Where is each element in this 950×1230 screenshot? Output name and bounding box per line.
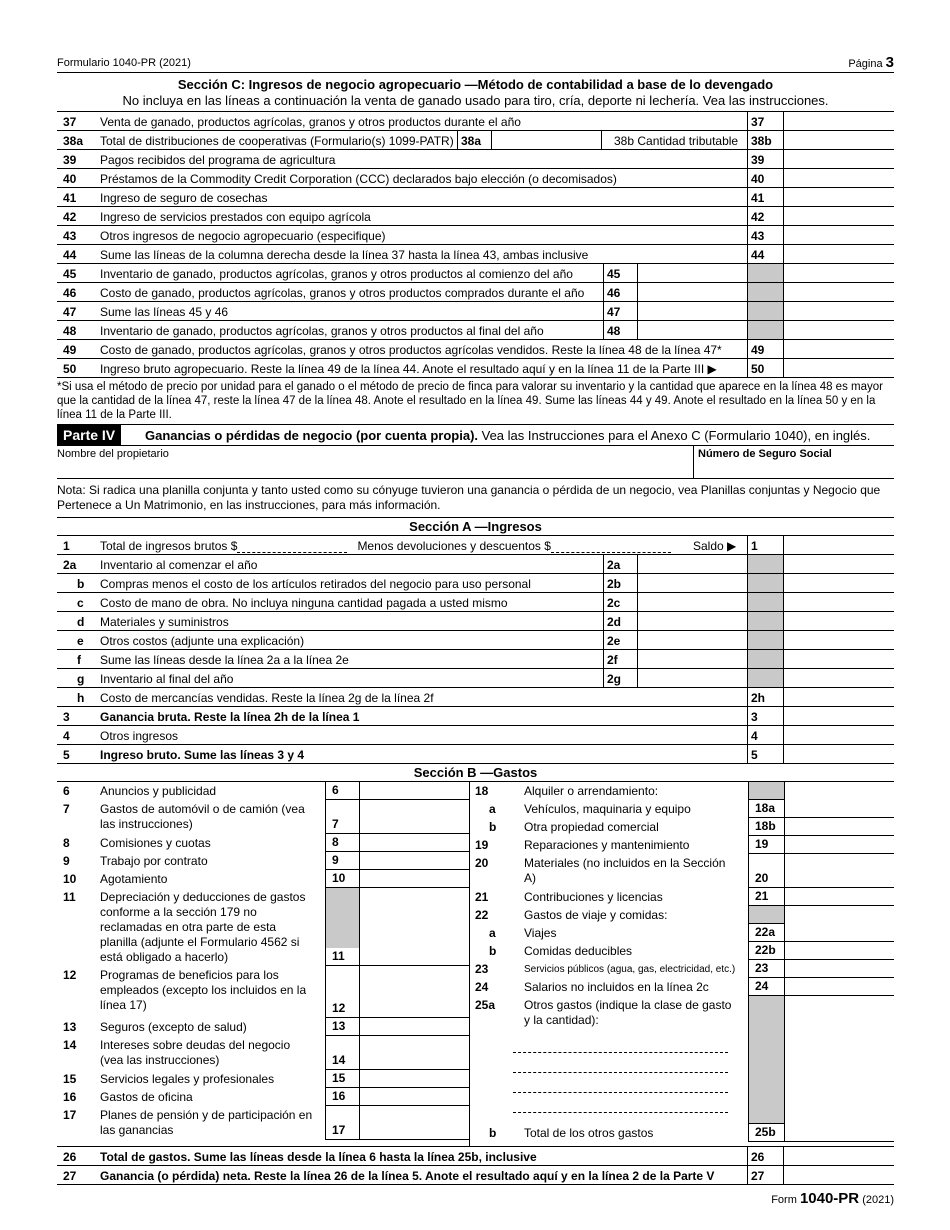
form-footer-id: Form 1040-PR (2021)	[771, 1190, 894, 1207]
line-2b-amount[interactable]	[637, 574, 747, 592]
line-4-amount[interactable]	[783, 726, 894, 744]
line-18a-amount[interactable]	[784, 800, 894, 818]
line-44-amount[interactable]	[783, 245, 894, 263]
line-16: 16 Gastos de oficina 16	[57, 1088, 469, 1106]
owner-row[interactable]	[57, 446, 894, 479]
line-47: 47 Sume las líneas 45 y 46 47	[57, 302, 894, 321]
line-2c: c Costo de mano de obra. No incluya ninguna cantidad pagada a usted mismo 2c	[57, 593, 894, 612]
line-8-amount[interactable]	[359, 834, 469, 852]
expenses-right-column	[469, 782, 894, 1146]
line-2g: g Inventario al final del año 2g	[57, 669, 894, 688]
page-header	[57, 50, 894, 73]
line-b-22b: b Comidas deducibles 22b	[469, 942, 894, 960]
line-39-amount[interactable]	[783, 150, 894, 168]
line-38a-box: 38a	[457, 131, 492, 149]
line-42-amount[interactable]	[783, 207, 894, 225]
section-c-footnote: *Si usa el método de precio por unidad para el ganado o el método de precio de finca para valorar su inventario y la cantidad que aparece en la línea 48 es mayor que la cantidad de la línea 47, reste la línea 47 de la línea 48. Anote el resultado en la línea 49. Sume las líneas 44 y 49. Anote el resultado en la línea 50 y en la línea 11 de la Parte III.	[57, 378, 894, 425]
line-23-amount[interactable]	[784, 960, 894, 978]
line-19-19: 19 Reparaciones y mantenimiento 19	[469, 836, 894, 854]
line-50: 50 Ingreso bruto agropecuario. Reste la línea 49 de la línea 44. Anote el resultado aquí y en la línea 11 de la Parte III ▶ 50	[57, 359, 894, 378]
line-2a-box: 2a	[603, 555, 638, 573]
line-3-amount[interactable]	[783, 707, 894, 725]
line-15: 15 Servicios legales y profesionales 15	[57, 1070, 469, 1088]
line-b-18b: b Otra propiedad comercial 18b	[469, 818, 894, 836]
owner-name-label: Nombre del propietario	[57, 448, 169, 460]
line-14: 14 Intereses sobre deudas del negocio (vea las instrucciones) 14	[57, 1036, 469, 1070]
line-22-amount	[784, 906, 894, 924]
part-iv-tag: Parte IV	[57, 425, 121, 445]
section-c-title: Sección C: Ingresos de negocio agropecuario —Método de contabilidad a base de lo devengado	[177, 77, 774, 92]
ssn-field[interactable]: Número de Seguro Social	[693, 446, 836, 478]
section-c-lines	[57, 112, 894, 378]
returns-field[interactable]	[551, 552, 671, 553]
line-25b-amount[interactable]	[784, 1124, 894, 1142]
line-38a-amount[interactable]	[783, 131, 894, 149]
line-2a-amount[interactable]	[637, 555, 747, 573]
line-48-box: 48	[603, 321, 638, 339]
line-38a-amount[interactable]	[491, 131, 602, 149]
line-14-amount[interactable]	[359, 1036, 469, 1070]
line-2c-amount[interactable]	[637, 593, 747, 611]
line-5-amount[interactable]	[783, 745, 894, 763]
line-44: 44 Sume las líneas de la columna derecha desde la línea 37 hasta la línea 43, ambas inclusive 44	[57, 245, 894, 264]
section-a-lines	[57, 555, 894, 688]
line-27-amount[interactable]	[783, 1166, 894, 1184]
line-39: 39 Pagos recibidos del programa de agricultura 39	[57, 150, 894, 169]
line-7: 7 Gastos de automóvil o de camión (vea las instrucciones) 7	[57, 800, 469, 834]
part-iv-header	[57, 425, 894, 446]
line-45-box: 45	[603, 264, 638, 282]
line-47-amount[interactable]	[783, 302, 894, 320]
line-20-amount[interactable]	[784, 854, 894, 888]
line-27: 27 Ganancia (o pérdida) neta. Reste la línea 26 de la línea 5. Anote el resultado aquí y en la línea 2 de la Parte V 27	[57, 1166, 894, 1185]
line-18b-amount[interactable]	[784, 818, 894, 836]
line-3: 3 Ganancia bruta. Reste la línea 2h de la línea 1 3	[57, 707, 894, 726]
line-4: 4 Otros ingresos 4	[57, 726, 894, 745]
page-number: Página 3	[848, 54, 894, 71]
other-expense-field[interactable]	[513, 1098, 728, 1113]
line-2f-amount[interactable]	[637, 650, 747, 668]
line-40-amount[interactable]	[783, 169, 894, 187]
line-50-amount[interactable]	[783, 359, 894, 377]
expenses-left-column	[57, 782, 470, 1146]
line-10: 10 Agotamiento 10	[57, 870, 469, 888]
part-iv-title: Ganancias o pérdidas de negocio (por cuenta propia). Vea las Instrucciones para el Anexo C (Formulario 1040), en inglés.	[145, 428, 871, 443]
line-19-amount[interactable]	[784, 836, 894, 854]
line-1: 1 Total de ingresos brutos $ Menos devoluciones y descuentos $ Saldo ▶ 1	[57, 536, 894, 555]
line-48-amount[interactable]	[783, 321, 894, 339]
line-46: 46 Costo de ganado, productos agrícolas, granos y otros productos comprados durante el año 46	[57, 283, 894, 302]
line-9: 9 Trabajo por contrato 9	[57, 852, 469, 870]
line-17-amount[interactable]	[359, 1106, 469, 1140]
line-2b: b Compras menos el costo de los artículos retirados del negocio para uso personal 2b	[57, 574, 894, 593]
line-40: 40 Préstamos de la Commodity Credit Corporation (CCC) declarados bajo elección (o decomisados) 40	[57, 169, 894, 188]
line-41: 41 Ingreso de seguro de cosechas 41	[57, 188, 894, 207]
line-12: 12 Programas de beneficios para los empleados (excepto los incluidos en la línea 17) 12	[57, 966, 469, 1018]
line-47-box: 47	[603, 302, 638, 320]
line-38a: 38a Total de distribuciones de cooperativas (Formulario(s) 1099-PATR) 38a 38b Cantidad tributable 38b	[57, 131, 894, 150]
line-43: 43 Otros ingresos de negocio agropecuario (especifique) 43	[57, 226, 894, 245]
line-49: 49 Costo de ganado, productos agrícolas, granos y otros productos agrícolas vendidos. Reste la línea 48 de la línea 47* 49	[57, 340, 894, 359]
line-2d: d Materiales y suministros 2d	[57, 612, 894, 631]
line-2d-box: 2d	[603, 612, 638, 630]
page-footer	[57, 1185, 894, 1205]
section-c-subtitle: No incluya en las líneas a continuación la venta de ganado usado para tiro, cría, deporte ni lechería. Vea las instrucciones.	[57, 93, 894, 112]
line-a-18a: a Vehículos, maquinaria y equipo 18a	[469, 800, 894, 818]
line-8: 8 Comisiones y cuotas 8	[57, 834, 469, 852]
line-20-20: 20 Materiales (no incluidos en la Sección A) 20	[469, 854, 894, 888]
line-18-amount	[784, 782, 894, 800]
line-2e-box: 2e	[603, 631, 638, 649]
line-22: 22 Gastos de viaje y comidas:	[469, 906, 894, 924]
line-13: 13 Seguros (excepto de salud) 13	[57, 1018, 469, 1036]
line-26: 26 Total de gastos. Sume las líneas desde la línea 6 hasta la línea 25b, inclusive 26	[57, 1147, 894, 1166]
line-43-amount[interactable]	[783, 226, 894, 244]
line-2e: e Otros costos (adjunte una explicación) 2e	[57, 631, 894, 650]
line-10-amount[interactable]	[359, 870, 469, 888]
line-5: 5 Ingreso bruto. Sume las líneas 3 y 4 5	[57, 745, 894, 764]
nota-text: Nota: Si radica una planilla conjunta y tanto usted como su cónyuge tuvieron una ganancia o pérdida de un negocio, vea Planillas conjuntas y Negocio que Pertenece a Un Matrimonio, en las instrucciones, para más información.	[57, 479, 894, 518]
line-2a: 2a Inventario al comenzar el año 2a	[57, 555, 894, 574]
section-a-title: Sección A —Ingresos	[57, 518, 894, 536]
line-11-amount[interactable]	[359, 888, 469, 966]
line-13-amount[interactable]	[359, 1018, 469, 1036]
line-2e-amount[interactable]	[637, 631, 747, 649]
line-22b-amount[interactable]	[784, 942, 894, 960]
line-17: 17 Planes de pensión y de participación en las ganancias 17	[57, 1106, 469, 1140]
line-42: 42 Ingreso de servicios prestados con equipo agrícola 42	[57, 207, 894, 226]
form-page	[57, 50, 894, 1205]
gross-receipts-field[interactable]	[237, 552, 347, 553]
line-21-amount[interactable]	[784, 888, 894, 906]
line-26-amount[interactable]	[783, 1147, 894, 1165]
line-6-amount[interactable]	[359, 782, 469, 800]
line-22a-amount[interactable]	[784, 924, 894, 942]
line-48: 48 Inventario de ganado, productos agrícolas, granos y otros productos al final del año 48	[57, 321, 894, 340]
line-1-amount[interactable]	[783, 536, 894, 554]
line-45-amount[interactable]	[783, 264, 894, 282]
line-21-21: 21 Contribuciones y licencias 21	[469, 888, 894, 906]
section-b-title: Sección B —Gastos	[57, 764, 894, 782]
line-b-25b: b Total de los otros gastos 25b	[469, 1124, 894, 1142]
line-46-box: 46	[603, 283, 638, 301]
line-15-amount[interactable]	[359, 1070, 469, 1088]
line-12-amount[interactable]	[359, 966, 469, 1018]
line-2d-amount[interactable]	[637, 612, 747, 630]
line-25a-amount	[784, 996, 894, 1124]
line-11: 11 Depreciación y deducciones de gastos conforme a la sección 179 no reclamadas en otra parte de esta planilla (adjunte el Formulario 4562 si está obligado a hacerlo) 11	[57, 888, 469, 966]
line-23-23: 23 Servicios públicos (agua, gas, electricidad, etc.) 23	[469, 960, 894, 978]
form-id: Formulario 1040-PR (2021)	[57, 57, 191, 69]
line-16-amount[interactable]	[359, 1088, 469, 1106]
line-46-amount[interactable]	[783, 283, 894, 301]
line-37: 37 Venta de ganado, productos agrícolas, granos y otros productos durante el año 37	[57, 112, 894, 131]
line-2h: h Costo de mercancías vendidas. Reste la línea 2g de la línea 2f 2h	[57, 688, 894, 707]
line-18: 18 Alquiler o arrendamiento:	[469, 782, 894, 800]
line-37-amount[interactable]	[783, 112, 894, 130]
other-expense-field[interactable]	[513, 1058, 728, 1073]
line-2f-box: 2f	[603, 650, 638, 668]
line-25a: 25a Otros gastos (indique la clase de gasto y la cantidad):	[469, 996, 894, 1124]
line-45: 45 Inventario de ganado, productos agrícolas, granos y otros productos al comienzo del año 45	[57, 264, 894, 283]
line-24-24: 24 Salarios no incluidos en la línea 2c 24	[469, 978, 894, 996]
line-2g-amount[interactable]	[637, 669, 747, 687]
line-9-amount[interactable]	[359, 852, 469, 870]
line-6: 6 Anuncios y publicidad 6	[57, 782, 469, 800]
line-49-amount[interactable]	[783, 340, 894, 358]
line-2g-box: 2g	[603, 669, 638, 687]
line-7-amount[interactable]	[359, 800, 469, 834]
other-expense-field[interactable]	[513, 1038, 728, 1053]
line-a-22a: a Viajes 22a	[469, 924, 894, 942]
line-2b-box: 2b	[603, 574, 638, 592]
line-2h-amount[interactable]	[783, 688, 894, 706]
line-24-amount[interactable]	[784, 978, 894, 996]
line-41-amount[interactable]	[783, 188, 894, 206]
line-2f: f Sume las líneas desde la línea 2a a la línea 2e 2f	[57, 650, 894, 669]
section-a-lines2	[57, 688, 894, 764]
section-b-expenses	[57, 782, 894, 1147]
line-2c-box: 2c	[603, 593, 638, 611]
other-expense-field[interactable]	[513, 1078, 728, 1093]
